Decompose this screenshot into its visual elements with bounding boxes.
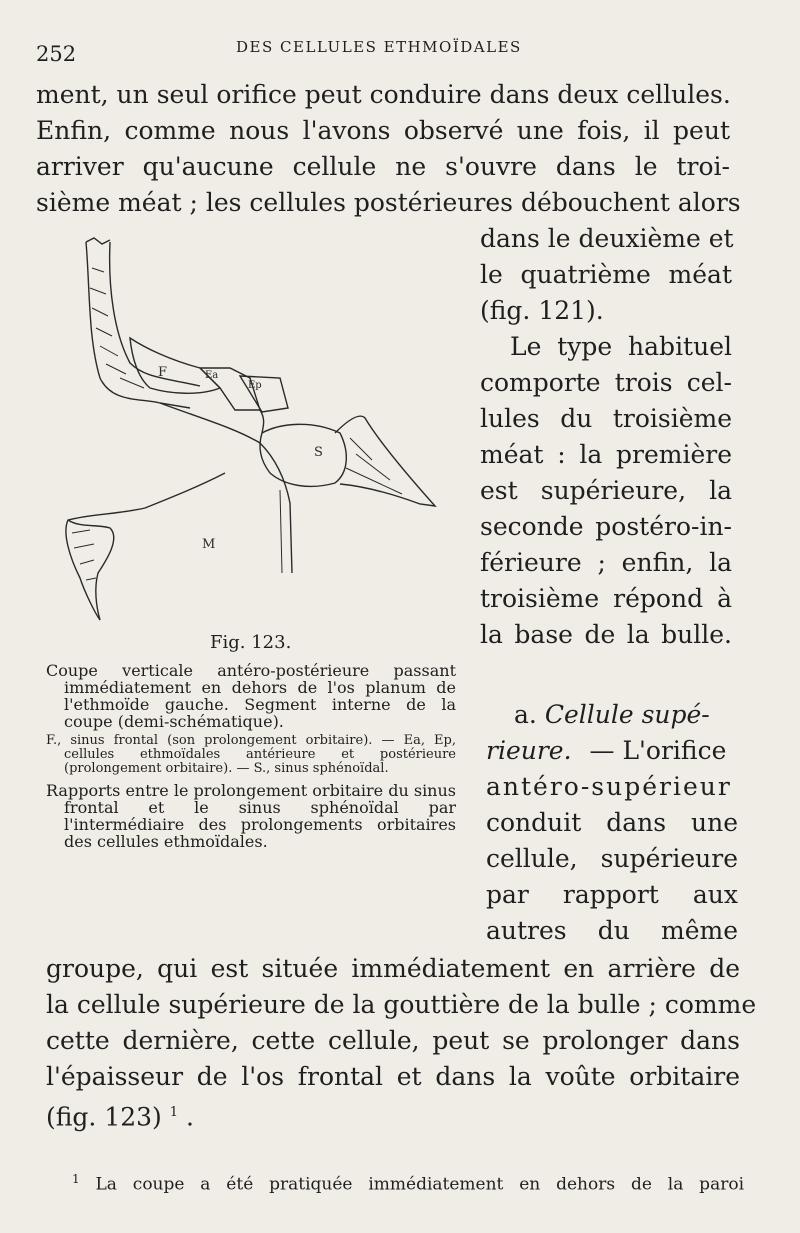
- side-line: férieure ; enfin, la: [480, 548, 732, 577]
- side-line: est supérieure, la: [480, 476, 732, 505]
- side-line: la base de la bulle.: [480, 620, 732, 649]
- sentence-end: .: [185, 1102, 194, 1132]
- frontal-outer-contour: [86, 242, 190, 408]
- side-line: autres du même: [486, 916, 738, 945]
- side-line: cellule, supérieure: [486, 844, 738, 873]
- body-line: arriver qu'aucune cellule ne s'ouvre dans le troi-: [36, 152, 730, 181]
- side-line: antéro-supérieur: [486, 772, 732, 801]
- side-line: dans le deuxième et: [480, 224, 734, 253]
- footnote-text: La coupe a été pratiquée immédiatement en dehors de la paroi: [95, 1174, 745, 1195]
- body-line: la cellule supérieure de la gouttière de la bulle ; comme: [46, 990, 757, 1019]
- page-number: 252: [36, 42, 77, 66]
- figure-caption: [46, 662, 456, 854]
- running-title: DES CELLULES ETHMOÏDALES: [236, 38, 522, 56]
- footnote-mark: 1: [169, 1105, 179, 1120]
- footnote-number: 1: [72, 1172, 80, 1186]
- side-line: le quatrième méat: [480, 260, 732, 289]
- label-posterior-cell: Ep: [248, 380, 262, 391]
- side-line: seconde postéro-in-: [480, 512, 732, 541]
- label-anterior-cell: Ea: [205, 370, 219, 381]
- sphenoid-sinus: [260, 424, 346, 486]
- side-line: lules du troisième: [480, 404, 732, 433]
- anatomical-drawing: [50, 228, 450, 628]
- caption-legend: F., sinus frontal (son prolongement orbitaire). — Ea, Ep, cellules ethmoïdales antérieure et postérieure (prolongement orbitaire). — S., sinus sphénoïdal.: [46, 733, 456, 776]
- caption-main: Coupe verticale antéro-postérieure passant immédiatement en dehors de l'os planum de l'ethmoïde gauche. Segment interne de la coupe (demi-schématique).: [46, 661, 456, 731]
- anatomical-figure: [50, 228, 450, 628]
- section-heading-cont: [486, 736, 738, 766]
- figure-title: Fig. 123.: [210, 632, 292, 653]
- figure-reference: (fig. 123): [46, 1102, 162, 1132]
- sphenoid-extension: [335, 416, 435, 506]
- side-line: par rapport aux: [486, 880, 738, 909]
- section-heading: [514, 700, 736, 730]
- section-title-cont: rieure.: [486, 736, 572, 765]
- body-line: cette dernière, cette cellule, peut se prolonger dans: [46, 1026, 740, 1055]
- frontal-top-edge: [86, 238, 110, 244]
- side-line: conduit dans une: [486, 808, 738, 837]
- label-sphenoid-sinus: S: [314, 445, 323, 460]
- side-line: méat : la première: [480, 440, 732, 469]
- body-line: Enfin, comme nous l'avons observé une fois, il peut: [36, 116, 730, 145]
- section-title: Cellule supé-: [544, 700, 710, 729]
- running-head: [36, 34, 756, 64]
- side-line: Le type habituel: [510, 332, 732, 361]
- side-line: troisième répond à: [480, 584, 732, 613]
- section-text: — L'orifice: [589, 736, 727, 765]
- section-letter: a.: [514, 700, 537, 729]
- body-line: l'épaisseur de l'os frontal et dans la voûte orbitaire: [46, 1062, 740, 1091]
- caption-relations: Rapports entre le prolongement orbitaire du sinus frontal et le sinus sphénoïdal par l'intermédiaire des prolongements orbitaires des cellules ethmoïdales.: [46, 781, 456, 851]
- label-frontal-sinus: F: [158, 365, 168, 380]
- footnote: [72, 1168, 744, 1196]
- body-line: groupe, qui est située immédiatement en arrière de: [46, 954, 740, 983]
- side-line: (fig. 121).: [480, 296, 604, 325]
- label-maxilla: M: [202, 537, 216, 552]
- body-line-last: [46, 1098, 194, 1132]
- body-line: ment, un seul orifice peut conduire dans deux cellules.: [36, 80, 731, 109]
- side-line: comporte trois cel-: [480, 368, 732, 397]
- frontal-sinus: [130, 338, 220, 393]
- body-line: sième méat ; les cellules postérieures débouchent alors: [36, 188, 741, 217]
